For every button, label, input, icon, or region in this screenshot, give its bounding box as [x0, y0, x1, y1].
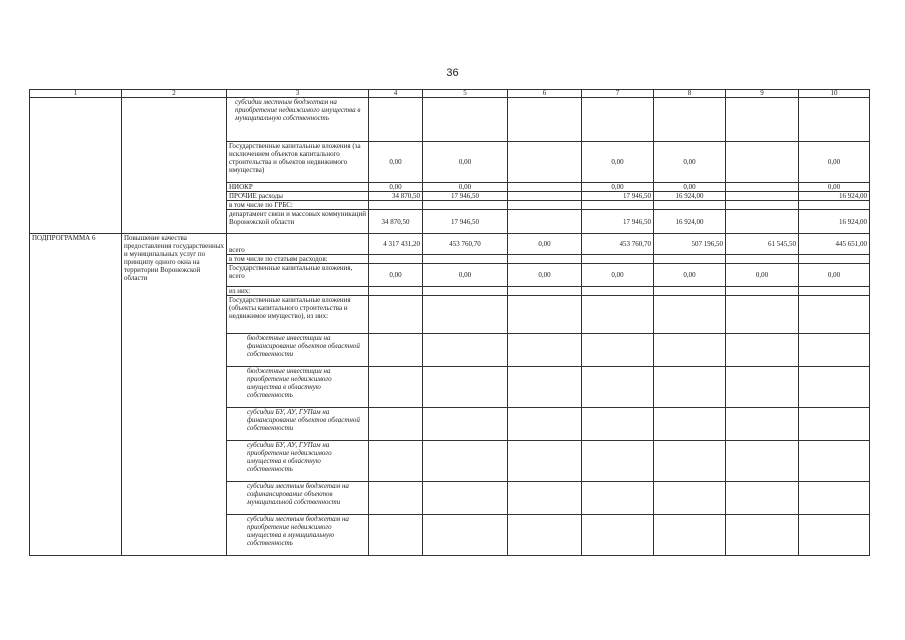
subprogram-title: Повышение качества предоставления государственных и муниципальных услуг по принципу одного окна на территории Воронежской области	[122, 234, 227, 556]
value-cell: 34 870,50	[369, 210, 423, 234]
value-cell: 0,00	[508, 264, 582, 287]
value-cell: 0,00	[369, 264, 423, 287]
value-cell: 0,00	[369, 142, 423, 183]
value-cell: 61 545,50	[726, 234, 799, 255]
value-cell: 453 760,70	[423, 234, 508, 255]
row-description: субсидии местным бюджетам на приобретение недвижимого имущества в муниципальную собственность	[227, 98, 369, 142]
value-cell: 34 870,50	[369, 192, 423, 201]
value-cell: 0,00	[726, 264, 799, 287]
value-cell: 16 924,00	[654, 192, 726, 201]
header-cell: 10	[799, 90, 870, 98]
value-cell: 17 946,50	[423, 210, 508, 234]
header-cell: 1	[30, 90, 122, 98]
header-cell: 2	[122, 90, 227, 98]
header-cell: 5	[423, 90, 508, 98]
value-cell: 0,00	[799, 264, 870, 287]
row-description: бюджетные инвестиции на приобретение недвижимого имущества в областную собственность	[227, 367, 369, 408]
row-description: всего	[227, 234, 369, 255]
row-description: Государственные капитальные вложения (за исключением объектов капитального строительства и объектов недвижимого имущества)	[227, 142, 369, 183]
table-row	[30, 234, 870, 255]
header-cell: 4	[369, 90, 423, 98]
page-number: 36	[446, 67, 459, 79]
value-cell: 17 946,50	[582, 210, 654, 234]
cell-col1	[30, 98, 122, 234]
row-description: субсидии БУ, АУ, ГУПам на финансирование объектов областной собственности	[227, 408, 369, 441]
row-description: Государственные капитальные вложения, всего	[227, 264, 369, 287]
value-cell: 0,00	[582, 183, 654, 192]
value-cell: 0,00	[508, 234, 582, 255]
header-cell: 3	[227, 90, 369, 98]
header-cell: 6	[508, 90, 582, 98]
row-description: ПРОЧИЕ расходы	[227, 192, 369, 201]
row-description: субсидии местным бюджетам на софинансирование объектов муниципальной собственности	[227, 482, 369, 515]
header-cell: 8	[654, 90, 726, 98]
row-description: бюджетные инвестиции на финансирование объектов областной собственности	[227, 334, 369, 367]
row-description: субсидии БУ, АУ, ГУПам на приобретение недвижимого имущества в областную собственность	[227, 441, 369, 482]
value-cell: 17 946,50	[423, 192, 508, 201]
value-cell: 0,00	[654, 183, 726, 192]
value-cell: 507 196,50	[654, 234, 726, 255]
header-row	[30, 90, 870, 98]
row-description: Государственные капитальные вложения (объекты капитального строительства и недвижимое имущество), из них:	[227, 296, 369, 334]
value-cell: 16 924,00	[654, 210, 726, 234]
header-cell: 7	[582, 90, 654, 98]
subprogram-code: ПОДПРОГРАММА 6	[30, 234, 122, 556]
value-cell: 16 924,00	[799, 192, 870, 201]
value-cell: 445 651,00	[799, 234, 870, 255]
value-cell: 0,00	[423, 264, 508, 287]
value-cell: 16 924,00	[799, 210, 870, 234]
value-cell: 0,00	[582, 264, 654, 287]
value-cell: 0,00	[799, 183, 870, 192]
header-cell: 9	[726, 90, 799, 98]
value-cell: 0,00	[423, 142, 508, 183]
cell-col2	[122, 98, 227, 234]
row-description: в том числе по статьям расходов:	[227, 255, 369, 264]
value-cell: 17 946,50	[582, 192, 654, 201]
row-description: НИОКР	[227, 183, 369, 192]
value-cell: 0,00	[423, 183, 508, 192]
row-description: департамент связи и массовых коммуникаций Воронежской области	[227, 210, 369, 234]
value-cell: 0,00	[582, 142, 654, 183]
value-cell: 453 760,70	[582, 234, 654, 255]
value-cell: 4 317 431,20	[369, 234, 423, 255]
value-cell: 0,00	[369, 183, 423, 192]
value-cell: 0,00	[799, 142, 870, 183]
budget-table	[29, 89, 870, 556]
row-description: из них:	[227, 287, 369, 296]
value-cell: 0,00	[654, 142, 726, 183]
value-cell: 0,00	[654, 264, 726, 287]
table-row	[30, 98, 870, 142]
row-description: в том числе по ГРБС:	[227, 201, 369, 210]
row-description: субсидии местным бюджетам на приобретение недвижимого имущества в муниципальную собственность	[227, 515, 369, 556]
